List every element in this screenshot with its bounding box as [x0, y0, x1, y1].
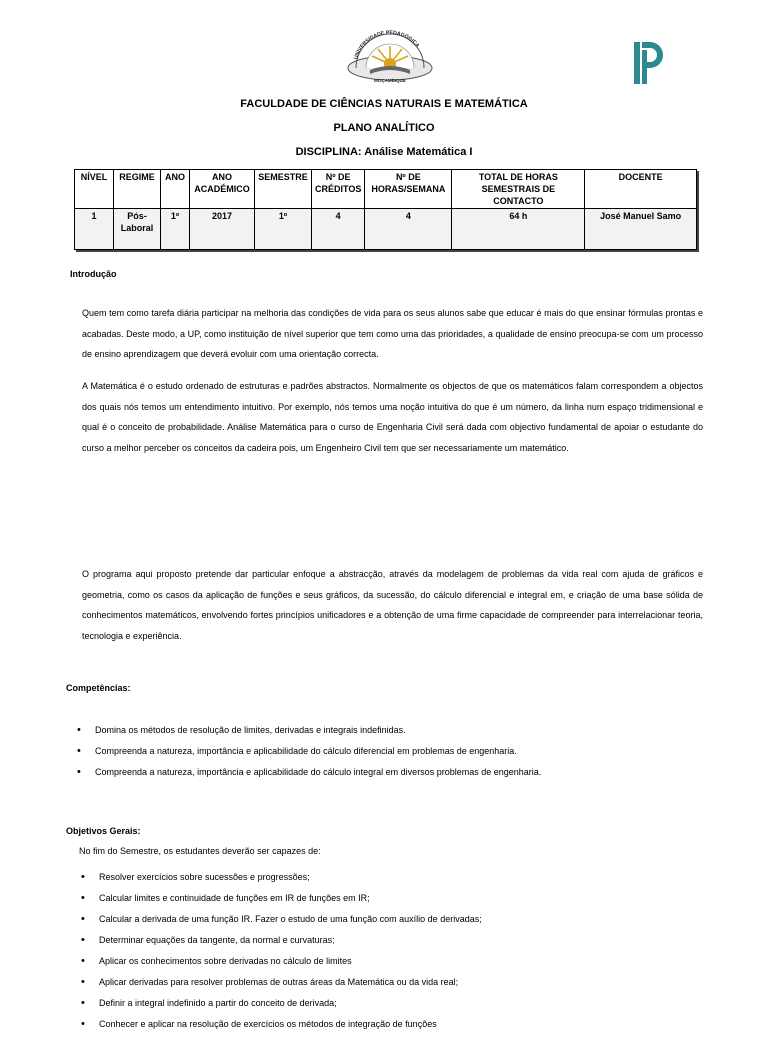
competencias-list — [77, 723, 717, 786]
seal-text-top: UNIVERSIDADE PEDAGÓGICA — [353, 29, 421, 61]
course-info-table — [74, 169, 697, 250]
seal-text-bottom: MOÇAMBIQUE — [374, 78, 406, 83]
list-item: • Compreenda a natureza, importância e aplicabilidade do cálculo diferencial em problemas de engenharia. — [77, 744, 717, 765]
list-item: • Conhecer e aplicar na resolução de exercícios os métodos de integração de funções — [81, 1017, 721, 1038]
table-row — [75, 209, 697, 250]
cell-regime: Pós-Laboral — [114, 209, 161, 250]
intro-heading: Introdução — [70, 269, 117, 279]
header-regime: REGIME — [114, 170, 161, 209]
objetivos-heading: Objetivos Gerais: — [66, 826, 141, 836]
header-horas-semana: Nº DE HORAS/SEMANA — [365, 170, 452, 209]
faculty-title: FACULDADE DE CIÊNCIAS NATURAIS E MATEMÁTICA — [240, 98, 528, 110]
header-semestre: SEMESTRE — [255, 170, 312, 209]
intro-paragraph-3: O programa aqui proposto pretende dar particular enfoque a abstracção, através da modelagem de problemas da vida real com ajuda de gráficos e geometria, como os casos da aplicação de funções e seus gráficos, da sucessão, do cálculo diferencial e integral em, e criação de uma base sólida de conhecimentos matemáticos, envolvendo fortes princípios unificadores e a obtenção de uma firme capacidade de compreender para interrelacionar teoria, tecnologia e experiência. — [82, 569, 703, 641]
list-item: • Aplicar os conhecimentos sobre derivadas no cálculo de limites — [81, 954, 721, 975]
cell-ano: 1º — [161, 209, 190, 250]
list-item: • Compreenda a natureza, importância e aplicabilidade do cálculo integral em diversos problemas de engenharia. — [77, 765, 717, 786]
list-item: • Aplicar derivadas para resolver problemas de outras áreas da Matemática ou da vida real; — [81, 975, 721, 996]
cell-creditos: 4 — [312, 209, 365, 250]
objetivos-list — [81, 870, 721, 1038]
cell-semestre: 1º — [255, 209, 312, 250]
cell-total-horas: 64 h — [452, 209, 585, 250]
table-header-row — [75, 170, 697, 209]
list-item: • Calcular limites e continuidade de funções em IR de funções em IR; — [81, 891, 721, 912]
cell-docente: José Manuel Samo — [585, 209, 697, 250]
header-total-horas: TOTAL DE HORAS SEMESTRAIS DE CONTACTO — [452, 170, 585, 209]
university-seal-logo — [342, 24, 438, 84]
header-docente: DOCENTE — [585, 170, 697, 209]
institution-p-logo — [632, 40, 668, 86]
plan-title: PLANO ANALÍTICO — [333, 122, 435, 134]
objetivos-lead: No fim do Semestre, os estudantes deverão ser capazes de: — [79, 846, 321, 856]
cell-horas-semana: 4 — [365, 209, 452, 250]
header-creditos: Nº DE CRÉDITOS — [312, 170, 365, 209]
list-item: • Calcular a derivada de uma função IR. Fazer o estudo de uma função com auxílio de derivadas; — [81, 912, 721, 933]
list-item: • Resolver exercícios sobre sucessões e progressões; — [81, 870, 721, 891]
intro-paragraph-2: A Matemática é o estudo ordenado de estruturas e padrões abstractos. Normalmente os objectos de que os matemáticos falam correspondem a objectos dos quais nós temos um entendimento intuitivo. Por exemplo, nós temos uma noção intuitiva do que é um número, da linha num espaço tridimensional e qual é o conceito de probabilidade. Análise Matemática para o curso de Engenharia Civil será dada com objectivo fundamental de apoiar o estudante do curso a melhor perceber os conceitos da cadeira pois, um Engenheiro Civil tem que ser necessariamente um matemático. — [82, 381, 703, 453]
cell-nivel: 1 — [75, 209, 114, 250]
header-ano-academico: ANO ACADÉMICO — [190, 170, 255, 209]
competencias-heading: Competências: — [66, 683, 131, 693]
list-item: • Determinar equações da tangente, da normal e curvaturas; — [81, 933, 721, 954]
intro-paragraph-1: Quem tem como tarefa diária participar na melhoria das condições de vida para os seus alunos sabe que educar é mais do que ensinar fórmulas prontas e acabadas. Deste modo, a UP, como instituição de nível superior que tem como uma das prioridades, a qualidade de ensino preocupa-se com um processo de ensino aprendizagem que deverá evoluir com uma orientação correcta. — [82, 308, 703, 359]
list-item: • Definir a integral indefinido a partir do conceito de derivada; — [81, 996, 721, 1017]
discipline-title: DISCIPLINA: Análise Matemática I — [295, 146, 473, 158]
list-item: • Domina os métodos de resolução de limites, derivadas e integrais indefinidas. — [77, 723, 717, 744]
cell-ano-academico: 2017 — [190, 209, 255, 250]
header-ano: ANO — [161, 170, 190, 209]
header-nivel: NÍVEL — [75, 170, 114, 209]
